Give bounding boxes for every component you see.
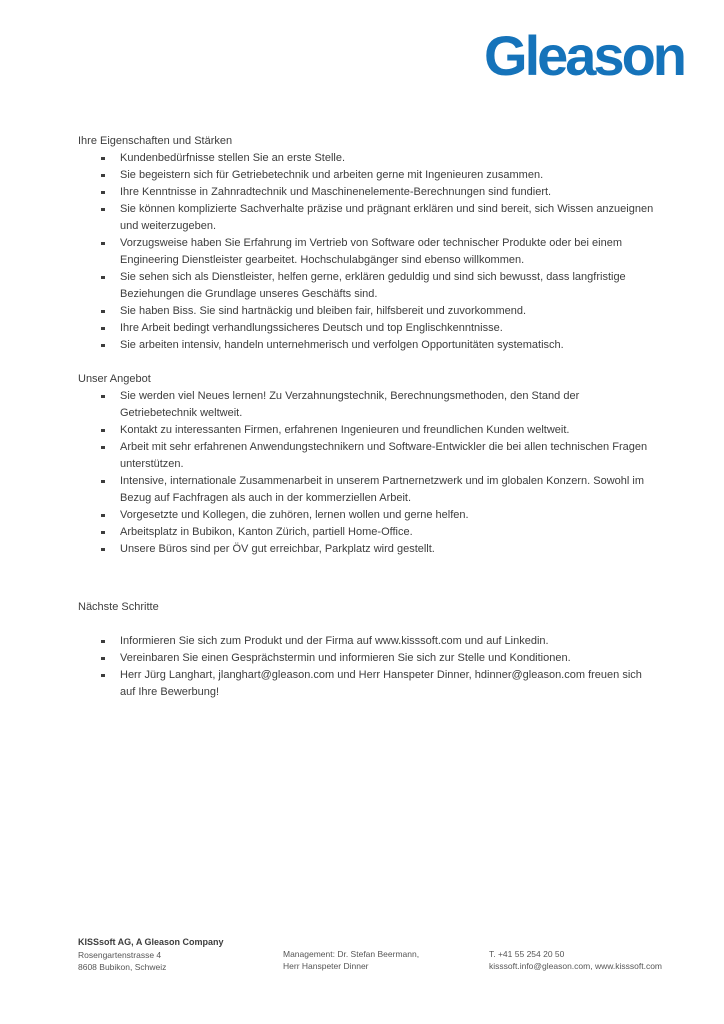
bullet-item: Vereinbaren Sie einen Gesprächstermin und informieren Sie sich zur Stelle und Konditionen. — [100, 650, 658, 667]
management-line-1: Management: Dr. Stefan Beermann, — [283, 949, 420, 959]
phone-number: T. +41 55 254 20 50 — [489, 949, 565, 959]
gleason-logo: Gleason — [484, 24, 684, 87]
bullet-item: Intensive, internationale Zusammenarbeit in unserem Partnernetzwerk und im globalen Konzern. Sowohl im Bezug auf Fachfragen als auch in der kommerziellen Arbeit. — [100, 473, 658, 507]
bullet-item: Ihre Arbeit bedingt verhandlungssicheres Deutsch und top Englischkenntnisse. — [100, 320, 658, 337]
bullet-item: Ihre Kenntnisse in Zahnradtechnik und Maschinenelemente-Berechnungen sind fundiert. — [100, 184, 658, 201]
bullet-list — [78, 388, 658, 558]
section-angebot — [78, 371, 658, 558]
section-naechste-schritte — [78, 599, 658, 701]
company-address-city: 8608 Bubikon, Schweiz — [78, 962, 167, 972]
company-address-street: Rosengartenstrasse 4 — [78, 950, 162, 960]
bullet-item: Sie können komplizierte Sachverhalte präzise und prägnant erklären und sind bereit, sich Wissen anzueignen und weiterzugeben. — [100, 201, 658, 235]
bullet-item: Sie sehen sich als Dienstleister, helfen gerne, erklären geduldig und sind sich bewusst, dass langfristige Beziehungen die Grundlage unseres Geschäfts sind. — [100, 269, 658, 303]
bullet-list — [78, 150, 658, 354]
bullet-item: Kundenbedürfnisse stellen Sie an erste Stelle. — [100, 150, 658, 167]
document-body — [78, 133, 658, 701]
footer — [78, 936, 684, 973]
bullet-item: Herr Jürg Langhart, jlanghart@gleason.com und Herr Hanspeter Dinner, hdinner@gleason.com freuen sich auf Ihre Bewerbung! — [100, 667, 658, 701]
section-title: Unser Angebot — [78, 373, 151, 385]
bullet-item: Informieren Sie sich zum Produkt und der Firma auf www.kisssoft.com und auf Linkedin. — [100, 633, 658, 650]
bullet-item: Arbeit mit sehr erfahrenen Anwendungstechnikern und Software-Entwickler die bei allen technischen Fragen unterstützen. — [100, 439, 658, 473]
bullet-item: Vorzugsweise haben Sie Erfahrung im Vertrieb von Software oder technischer Produkte oder bei einem Engineering Dienstleister gearbeitet. Hochschulabgänger sind ebenso willkommen. — [100, 235, 658, 269]
company-name: KISSsoft AG, A Gleason Company — [78, 937, 224, 947]
section-eigenschaften — [78, 133, 658, 354]
section-title: Nächste Schritte — [78, 601, 159, 613]
bullet-item: Arbeitsplatz in Bubikon, Kanton Zürich, partiell Home-Office. — [100, 524, 658, 541]
bullet-item: Kontakt zu interessanten Firmen, erfahrenen Ingenieuren und freundlichen Kunden weltweit. — [100, 422, 658, 439]
bullet-item: Sie werden viel Neues lernen! Zu Verzahnungstechnik, Berechnungsmethoden, den Stand der Getriebetechnik weltweit. — [100, 388, 658, 422]
bullet-item: Sie arbeiten intensiv, handeln unternehmerisch und verfolgen Opportunitäten systematisch. — [100, 337, 658, 354]
section-title: Ihre Eigenschaften und Stärken — [78, 135, 233, 147]
bullet-item: Sie haben Biss. Sie sind hartnäckig und bleiben fair, hilfsbereit und zuvorkommend. — [100, 303, 658, 320]
bullet-item: Sie begeistern sich für Getriebetechnik und arbeiten gerne mit Ingenieuren zusammen. — [100, 167, 658, 184]
bullet-list — [78, 633, 658, 701]
bullet-item: Unsere Büros sind per ÖV gut erreichbar, Parkplatz wird gestellt. — [100, 541, 658, 558]
footer-management-column — [283, 936, 489, 973]
management-line-2: Herr Hanspeter Dinner — [283, 961, 369, 971]
footer-contact-column — [489, 936, 684, 973]
footer-company-column — [78, 936, 283, 973]
email-and-website: kisssoft.info@gleason.com, www.kisssoft.com — [489, 961, 663, 971]
bullet-item: Vorgesetzte und Kollegen, die zuhören, lernen wollen und gerne helfen. — [100, 507, 658, 524]
